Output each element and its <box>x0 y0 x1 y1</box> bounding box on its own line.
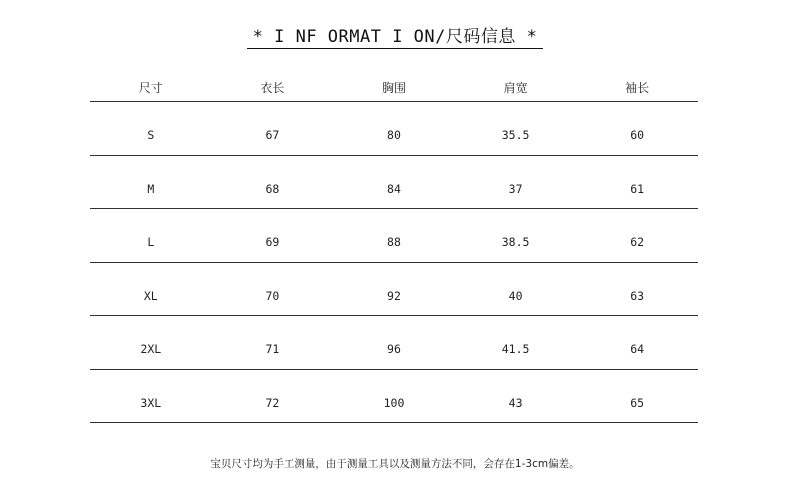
cell-sleeve: 65 <box>630 395 645 410</box>
cell-chest: 96 <box>387 342 401 357</box>
table-header-row <box>90 72 698 102</box>
cell-size: L <box>147 235 155 250</box>
table-row <box>90 316 698 370</box>
table-row <box>90 156 698 210</box>
table-row <box>90 209 698 263</box>
cell-size: XL <box>143 288 158 303</box>
title-text: * I NF ORMAT I ON/尺码信息 * <box>247 22 544 49</box>
cell-chest: 80 <box>387 128 401 143</box>
cell-shoulder: 37 <box>508 181 523 196</box>
cell-shoulder: 40 <box>508 288 523 303</box>
cell-sleeve: 63 <box>630 288 645 303</box>
page-title <box>0 22 790 49</box>
cell-size: 2XL <box>140 342 162 357</box>
header-shoulder: 肩宽 <box>503 81 528 95</box>
cell-length: 72 <box>265 395 280 410</box>
header-length: 衣长 <box>260 81 285 95</box>
cell-size: S <box>147 128 155 143</box>
cell-chest: 92 <box>387 288 401 303</box>
cell-sleeve: 60 <box>630 128 645 143</box>
cell-length: 68 <box>265 181 280 196</box>
cell-sleeve: 61 <box>630 181 645 196</box>
table-row <box>90 370 698 424</box>
cell-sleeve: 64 <box>630 342 645 357</box>
cell-sleeve: 62 <box>630 235 645 250</box>
cell-shoulder: 41.5 <box>501 342 530 357</box>
cell-shoulder: 38.5 <box>501 235 530 250</box>
table-row <box>90 263 698 317</box>
cell-shoulder: 35.5 <box>501 128 530 143</box>
cell-length: 69 <box>265 235 280 250</box>
cell-length: 71 <box>265 342 280 357</box>
cell-length: 70 <box>265 288 280 303</box>
cell-shoulder: 43 <box>508 395 523 410</box>
header-chest: 胸围 <box>381 81 406 95</box>
size-table <box>90 72 698 423</box>
cell-chest: 88 <box>387 235 401 250</box>
cell-chest: 84 <box>387 181 401 196</box>
header-size: 尺寸 <box>138 81 163 95</box>
cell-chest: 100 <box>383 395 405 410</box>
measurement-note: 宝贝尺寸均为手工测量，由于测量工具以及测量方法不同，会存在1-3cm偏差。 <box>210 458 580 470</box>
cell-length: 67 <box>265 128 280 143</box>
header-sleeve: 袖长 <box>625 81 650 95</box>
cell-size: 3XL <box>140 395 162 410</box>
table-row <box>90 102 698 156</box>
cell-size: M <box>147 181 155 196</box>
